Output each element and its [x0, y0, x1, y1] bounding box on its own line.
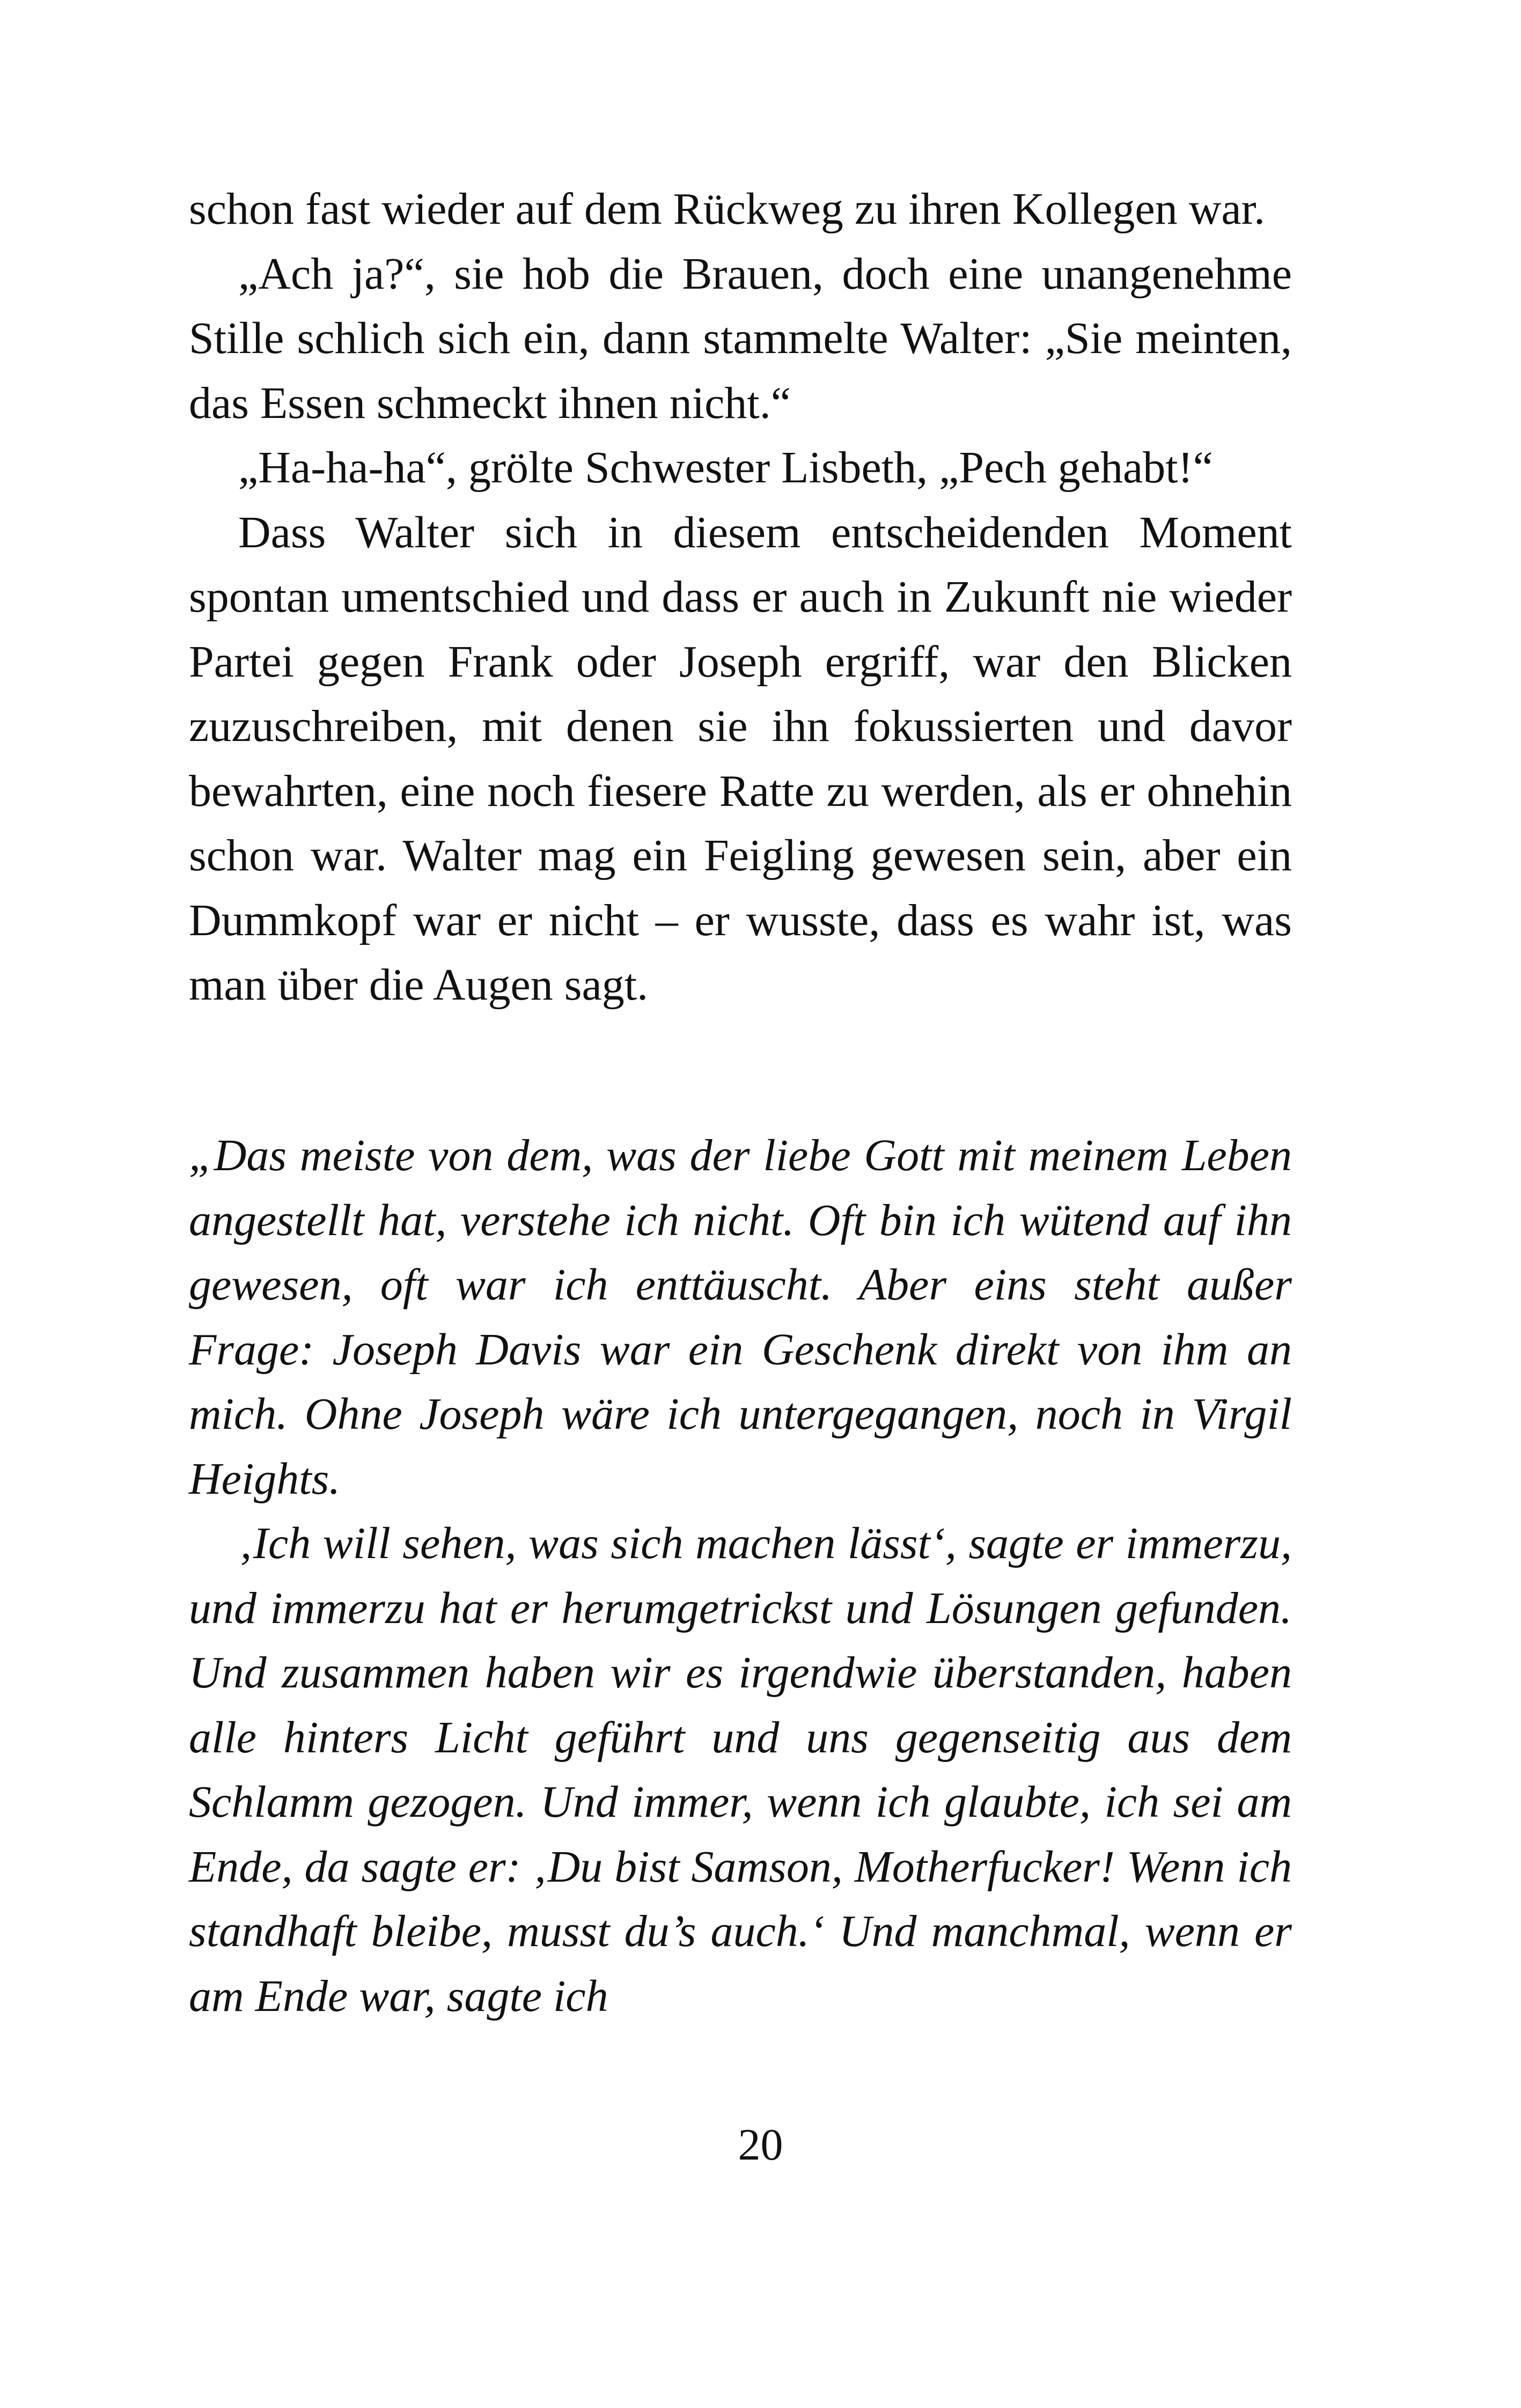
- italic-quote: [189, 1124, 1292, 2029]
- paragraph-dialogue-1: „Ach ja?“, sie hob die Brauen, doch eine unangenehme Stille schlich sich ein, dann stammelte Walter: „Sie meinten, das Essen schmeckt ihnen nicht.“: [189, 248, 1292, 428]
- page-number: 20: [738, 2120, 783, 2170]
- main-text: [189, 177, 1292, 1018]
- paragraph-continuation: schon fast wieder auf dem Rückweg zu ihren Kollegen war.: [189, 184, 1265, 234]
- paragraph-narration: Dass Walter sich in diesem entscheidenden Moment spontan umentschied und dass er auch in Zukunft nie wieder Partei gegen Frank oder Joseph ergriff, war den Blicken zuzuschreiben, mit denen sie ihn fokussierten und davor bewahrten, eine noch fiesere Ratte zu werden, als er ohnehin schon war. Walter mag ein Feigling gewesen sein, aber ein Dummkopf war er nicht – er wusste, dass es wahr ist, was man über die Augen sagt.: [189, 507, 1292, 1010]
- quote-paragraph-1: „Das meiste von dem, was der liebe Gott mit meinem Leben angestellt hat, verstehe ich nicht. Oft bin ich wütend auf ihn gewesen, oft war ich enttäuscht. Aber eins steht außer Frage: Joseph Davis war ein Geschenk direkt von ihm an mich. Ohne Joseph wäre ich untergegangen, noch in Virgil Heights.: [189, 1130, 1292, 1504]
- paragraph-dialogue-2: „Ha-ha-ha“, grölte Schwester Lisbeth, „Pech gehabt!“: [238, 443, 1213, 493]
- quote-paragraph-2: ‚Ich will sehen, was sich machen lässt‘, sagte er immerzu, und immerzu hat er herumgetrickst und Lösungen gefunden. Und zusammen haben wir es irgendwie überstanden, haben alle hinters Licht geführt und uns gegenseitig aus dem Schlamm gezogen. Und immer, wenn ich glaubte, ich sei am Ende, da sagte er: ‚Du bist Samson, Motherfucker! Wenn ich standhaft bleibe, musst du’s auch.‘ Und manchmal, wenn er am Ende war, sagte ich: [189, 1518, 1292, 2021]
